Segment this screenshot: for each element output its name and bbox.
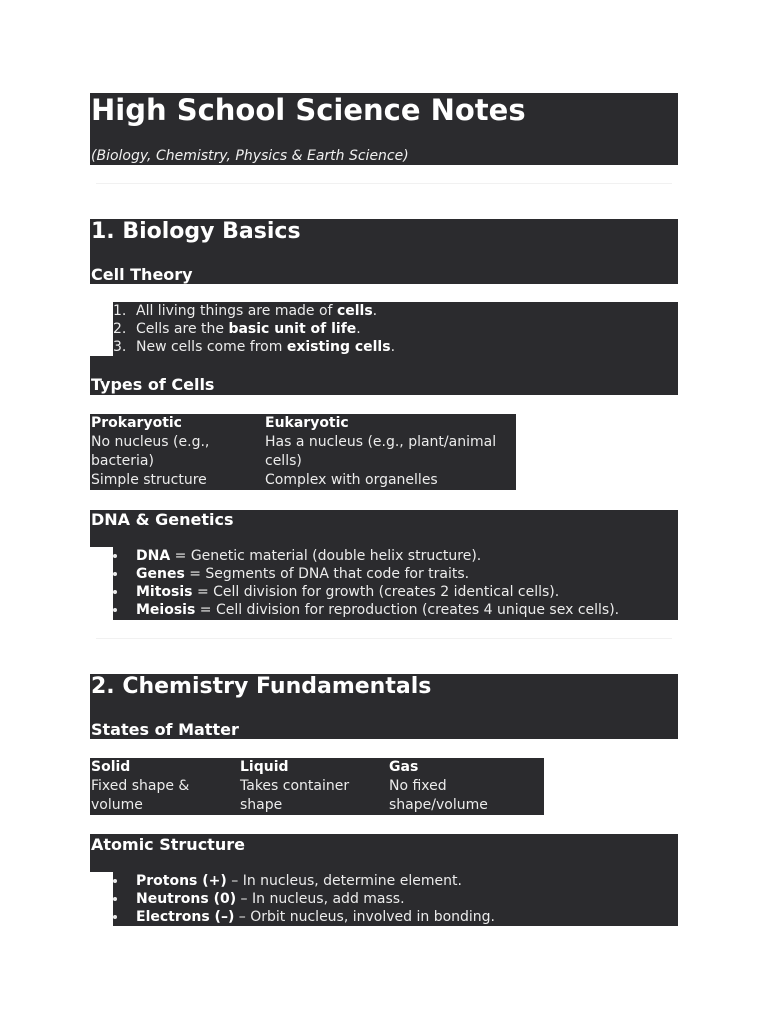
bullet-icon [113, 879, 117, 883]
list-item: Neutrons (0) – In nucleus, add mass. [113, 890, 678, 908]
cell-theory-heading: Cell Theory [91, 265, 193, 284]
table-header-row [90, 758, 544, 777]
atomic-structure-heading: Atomic Structure [91, 835, 245, 854]
table-cell: Takes container shape [240, 778, 350, 813]
table-header: Liquid [240, 759, 289, 775]
table-cell: Simple structure [91, 472, 207, 488]
bullet-icon [113, 915, 117, 919]
cell-theory-list [113, 302, 678, 356]
list-item: 2. Cells are the basic unit of life. [113, 321, 361, 337]
list-item: Protons (+) – In nucleus, determine element. [113, 872, 678, 890]
biology-heading: 1. Biology Basics [91, 219, 301, 244]
states-of-matter-table [90, 758, 544, 815]
table-cell: Fixed shape & volume [91, 778, 190, 813]
list-item: 1. All living things are made of cells. [113, 303, 378, 319]
list-item: 3. New cells come from existing cells. [113, 339, 396, 355]
divider [96, 638, 672, 639]
table-cell: No nucleus (e.g., bacteria) [91, 434, 210, 469]
page-title: High School Science Notes [91, 93, 526, 127]
table-row [90, 777, 544, 815]
bullet-icon [113, 572, 117, 576]
bullet-icon [113, 608, 117, 612]
table-header: Prokaryotic [91, 415, 182, 431]
list-item: Meiosis = Cell division for reproduction (creates 4 unique sex cells). [113, 601, 678, 619]
table-cell: Complex with organelles [265, 472, 438, 488]
page-subtitle: (Biology, Chemistry, Physics & Earth Science) [91, 148, 409, 164]
table-header: Eukaryotic [265, 415, 349, 431]
table-header: Gas [389, 759, 419, 775]
cell-types-table [90, 414, 516, 490]
list-item: Genes = Segments of DNA that code for traits. [113, 565, 678, 583]
dna-genetics-heading: DNA & Genetics [91, 510, 234, 529]
chemistry-heading: 2. Chemistry Fundamentals [91, 674, 432, 699]
table-cell: Has a nucleus (e.g., plant/animal cells) [265, 434, 497, 469]
list-item: Mitosis = Cell division for growth (creates 2 identical cells). [113, 583, 678, 601]
list-item: Electrons (–) – Orbit nucleus, involved in bonding. [113, 908, 678, 926]
table-cell: No fixed shape/volume [389, 778, 488, 813]
types-of-cells-heading: Types of Cells [91, 375, 215, 394]
divider [96, 183, 672, 184]
list-item: DNA = Genetic material (double helix structure). [113, 547, 678, 565]
bullet-icon [113, 554, 117, 558]
bullet-icon [113, 590, 117, 594]
bullet-icon [113, 897, 117, 901]
states-of-matter-heading: States of Matter [91, 720, 239, 739]
atomic-list [113, 872, 678, 926]
table-header: Solid [91, 759, 131, 775]
table-row [90, 433, 516, 471]
table-row [90, 471, 516, 490]
table-header-row [90, 414, 516, 433]
dna-list [113, 547, 678, 620]
